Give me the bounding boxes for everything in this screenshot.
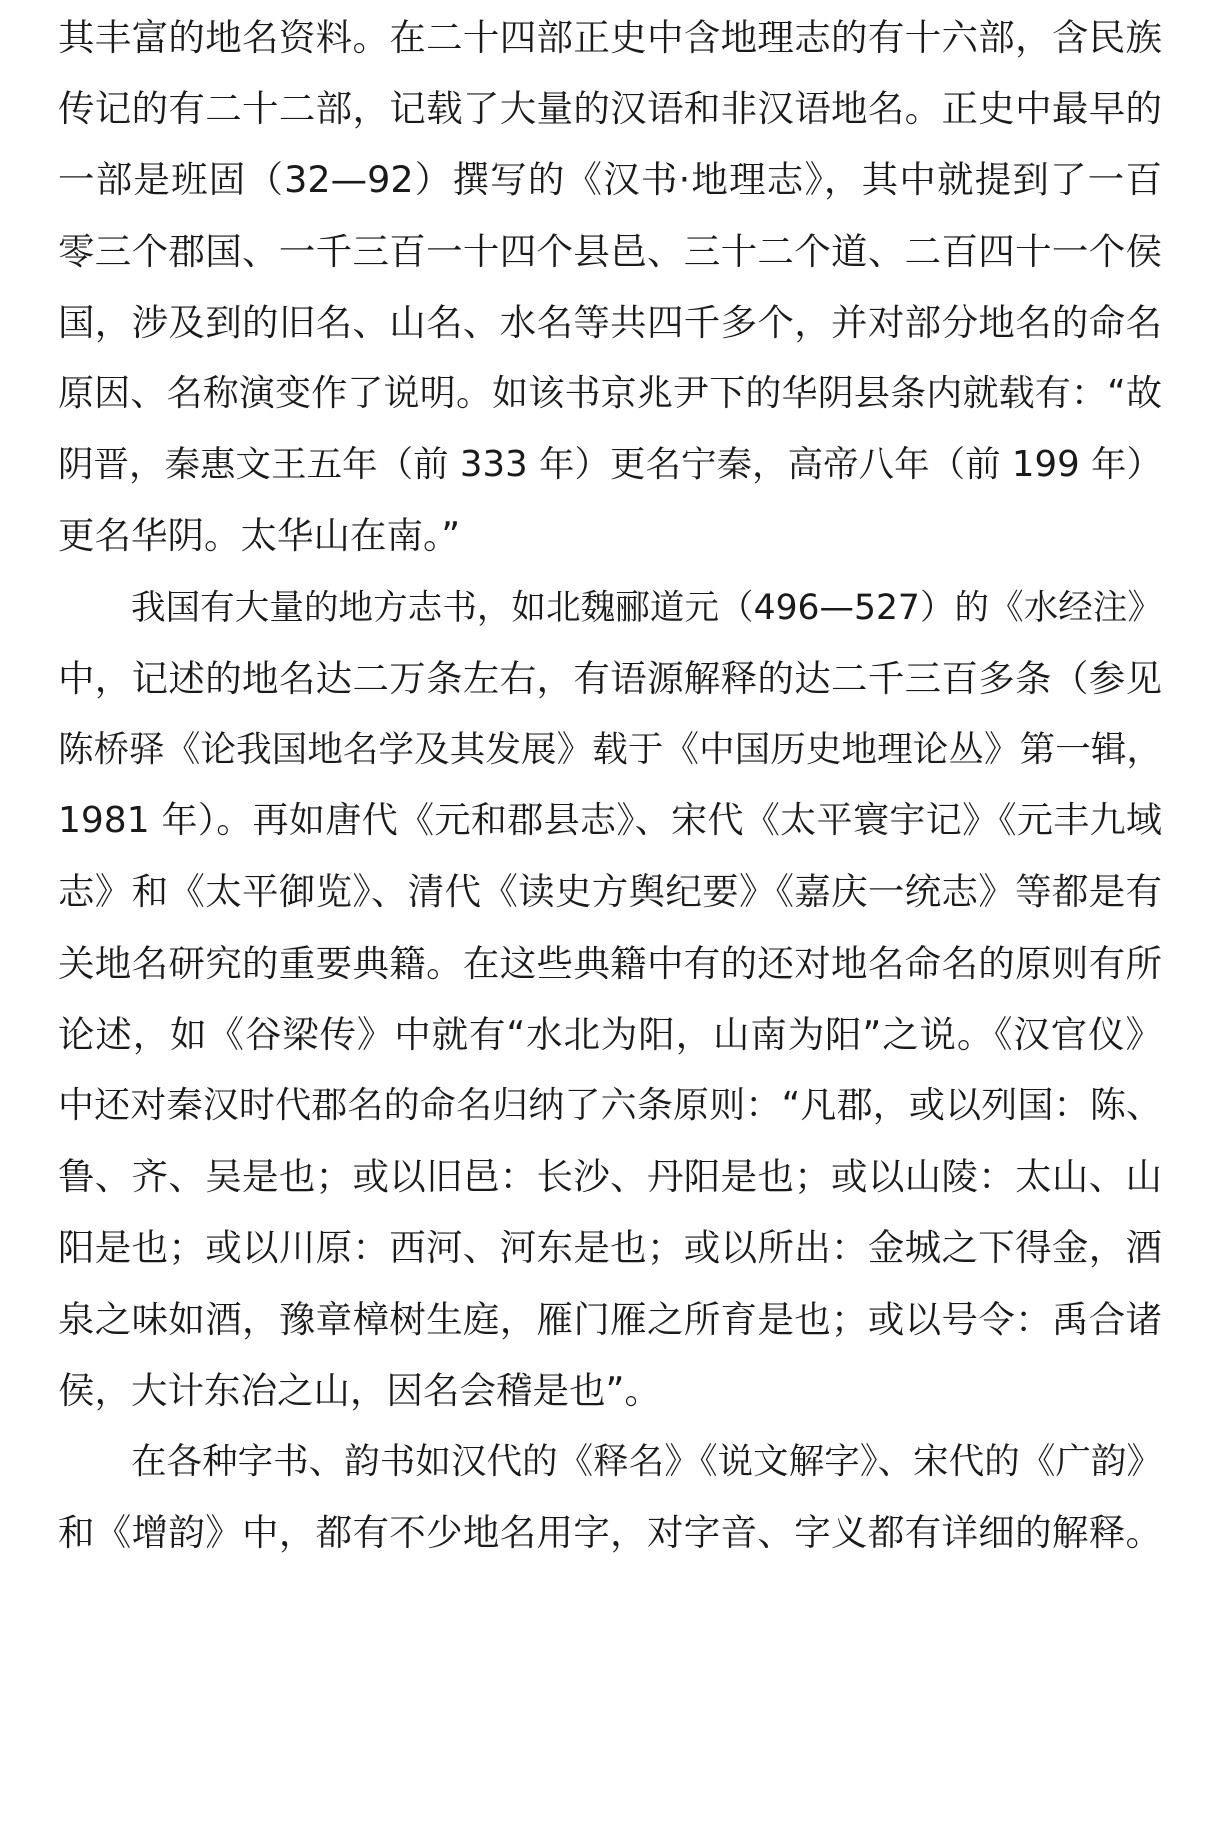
text-line: 中还对秦汉时代郡名的命名归纳了六条原则：“凡郡，或以列国：陈、 (58, 1085, 1162, 1126)
text-line: 零三个郡国、一千三百一十四个县邑、三十二个道、二百四十一个侯 (58, 230, 1162, 273)
text-line: 关地名研究的重要典籍。在这些典籍中有的还对地名命名的原则有所 (58, 942, 1162, 985)
text-line: 1981 年）。再如唐代《元和郡县志》、宋代《太平寰宇记》《元丰九域 (58, 800, 1162, 841)
text-line: 国，涉及到的旧名、山名、水名等共四千多个，并对部分地名的命名 (58, 301, 1162, 344)
paragraph-first-line: 在各种字书、韵书如汉代的《释名》《说文解字》、宋代的《广韵》 (131, 1441, 1162, 1482)
text-line: 一部是班固（32—92）撰写的《汉书·地理志》，其中就提到了一百 (58, 158, 1162, 201)
text-line: 原因、名称演变作了说明。如该书京兆尹下的华阴县条内就载有：“故 (58, 373, 1162, 414)
text-line: 其丰富的地名资料。在二十四部正史中含地理志的有十六部，含民族 (58, 16, 1162, 59)
text-line: 泉之味如酒，豫章樟树生庭，雁门雁之所育是也；或以号令：禹合诸 (58, 1298, 1162, 1341)
text-line: 志》和《太平御览》、清代《读史方舆纪要》《嘉庆一统志》等都是有 (58, 870, 1162, 913)
text-line: 更名华阴。太华山在南。” (58, 514, 461, 557)
paragraph-first-line: 我国有大量的地方志书，如北魏郦道元（496—527）的《水经注》 (131, 588, 1162, 628)
text-line: 论述，如《谷梁传》中就有“水北为阳，山南为阳”之说。《汉官仪》 (58, 1013, 1162, 1056)
text-line: 陈桥驿《论我国地名学及其发展》载于《中国历史地理论丛》第一辑， (58, 729, 1162, 770)
text-line: 鲁、齐、吴是也；或以旧邑：长沙、丹阳是也；或以山陵：太山、山 (58, 1155, 1162, 1198)
text-line: 中，记述的地名达二万条左右，有语源解释的达二千三百多条（参见 (58, 657, 1162, 700)
text-line: 阳是也；或以川原：西河、河东是也；或以所出：金城之下得金，酒 (58, 1226, 1162, 1269)
text-line: 阴晋，秦惠文王五年（前 333 年）更名宁秦，高帝八年（前 199 年） (58, 444, 1162, 485)
text-line: 传记的有二十二部，记载了大量的汉语和非汉语地名。正史中最早的 (58, 87, 1162, 130)
text-line: 和《增韵》中，都有不少地名用字，对字音、字义都有详细的解释。 (58, 1511, 1162, 1554)
text-line: 侯，大计东冶之山，因名会稽是也”。 (58, 1369, 661, 1412)
